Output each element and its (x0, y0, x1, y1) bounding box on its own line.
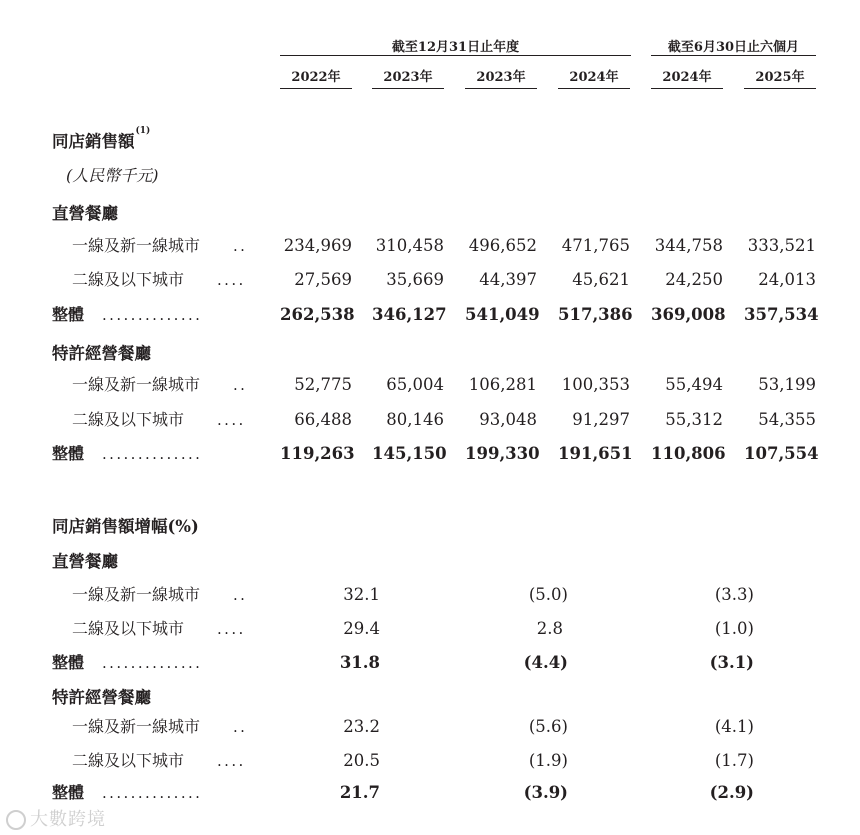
table-cell: 20.5 (343, 751, 380, 770)
table-cell: 234,969 (283, 236, 352, 255)
leader-dots: .. (233, 237, 248, 255)
table-cell: 91,297 (572, 410, 630, 429)
table-row (0, 584, 860, 606)
row-label: 二線及以下城市 (72, 751, 185, 770)
table-cell: 541,049 (465, 305, 540, 324)
table-cell: 45,621 (572, 270, 630, 289)
table-row-total (0, 304, 860, 326)
table-cell: 496,652 (468, 236, 537, 255)
leader-dots: .............. (102, 784, 203, 802)
row-label: 二線及以下城市 (72, 619, 185, 638)
watermark-text: 大數跨境 (30, 809, 106, 830)
table-cell: 55,312 (665, 410, 723, 429)
year-header: 2024年 (569, 70, 619, 85)
section-title-sales-text: 同店銷售額 (52, 132, 135, 151)
leader-dots: .. (233, 718, 248, 736)
table-cell: 93,048 (479, 410, 537, 429)
leader-dots: .... (217, 271, 246, 289)
table-cell: 29.4 (343, 619, 380, 638)
table-cell: 119,263 (280, 444, 355, 463)
year-header: 2023年 (476, 70, 526, 85)
row-label: 整體 (52, 305, 85, 324)
table-cell: 23.2 (343, 717, 380, 736)
table-cell: (1.7) (714, 751, 754, 770)
table-row (0, 409, 860, 431)
header-group-fiscal-year: 截至12月31日止年度 (391, 40, 520, 55)
table-cell: 24,013 (758, 270, 816, 289)
table-cell: 344,758 (654, 236, 723, 255)
unit-label: (人民幣千元) (66, 166, 159, 185)
subsection-direct-sales: 直營餐廳 (52, 204, 118, 223)
table-cell: (3.9) (523, 783, 568, 802)
leader-dots: .... (217, 620, 246, 638)
table-cell: 110,806 (651, 444, 726, 463)
table-cell: 199,330 (465, 444, 540, 463)
year-header: 2023年 (383, 70, 433, 85)
table-cell: 52,775 (294, 375, 352, 394)
table-cell: 106,281 (468, 375, 537, 394)
table-cell: 24,250 (665, 270, 723, 289)
table-cell: (1.9) (528, 751, 568, 770)
brand-logo-icon (6, 810, 26, 830)
table-cell: (5.0) (528, 585, 568, 604)
table-cell: 55,494 (665, 375, 723, 394)
table-row (0, 269, 860, 291)
row-label: 整體 (52, 653, 85, 672)
year-header-rule (651, 88, 723, 89)
table-cell: 346,127 (372, 305, 447, 324)
table-row (0, 618, 860, 640)
header-group-six-months: 截至6月30日止六個月 (667, 40, 800, 55)
table-cell: (1.0) (714, 619, 754, 638)
year-header-rule (465, 88, 537, 89)
table-cell: 53,199 (758, 375, 816, 394)
table-cell: 44,397 (479, 270, 537, 289)
table-cell: 357,534 (744, 305, 819, 324)
row-label: 一線及新一線城市 (72, 236, 201, 255)
table-cell: 369,008 (651, 305, 726, 324)
year-header-rule (744, 88, 816, 89)
table-cell: (3.1) (709, 653, 754, 672)
footnote-marker: (1) (135, 126, 151, 136)
table-cell: 65,004 (386, 375, 444, 394)
table-cell: 107,554 (744, 444, 819, 463)
table-cell: 333,521 (747, 236, 816, 255)
table-cell: (4.4) (523, 653, 568, 672)
table-cell: 310,458 (375, 236, 444, 255)
subsection-direct-growth: 直營餐廳 (52, 552, 118, 571)
table-cell: 517,386 (558, 305, 633, 324)
table-row (0, 716, 860, 738)
year-header-rule (280, 88, 352, 89)
table-cell: 471,765 (561, 236, 630, 255)
table-cell: (5.6) (528, 717, 568, 736)
table-cell: 27,569 (294, 270, 352, 289)
subsection-franchise-sales: 特許經營餐廳 (52, 344, 151, 363)
year-header: 2025年 (755, 70, 805, 85)
leader-dots: .. (233, 586, 248, 604)
table-row (0, 235, 860, 257)
table-cell: (3.3) (714, 585, 754, 604)
row-label: 一線及新一線城市 (72, 717, 201, 736)
section-title-growth: 同店銷售額增幅(%) (52, 517, 199, 536)
table-row (0, 374, 860, 396)
watermark (6, 805, 106, 831)
year-header-rule (372, 88, 444, 89)
table-cell: 145,150 (372, 444, 447, 463)
subsection-franchise-growth: 特許經營餐廳 (52, 688, 151, 707)
table-row (0, 750, 860, 772)
leader-dots: .............. (102, 445, 203, 463)
table-cell: (4.1) (714, 717, 754, 736)
year-header-rule (558, 88, 630, 89)
row-label: 二線及以下城市 (72, 270, 185, 289)
table-row-total (0, 443, 860, 465)
table-cell: (2.9) (709, 783, 754, 802)
leader-dots: .............. (102, 306, 203, 324)
row-label: 整體 (52, 444, 85, 463)
table-row-total (0, 782, 860, 804)
header-group-fiscal-year-rule (280, 55, 631, 56)
table-cell: 32.1 (343, 585, 380, 604)
row-label: 整體 (52, 783, 85, 802)
table-cell: 262,538 (280, 305, 355, 324)
table-row-total (0, 652, 860, 674)
table-cell: 100,353 (561, 375, 630, 394)
leader-dots: .............. (102, 654, 203, 672)
row-label: 一線及新一線城市 (72, 375, 201, 394)
table-cell: 35,669 (386, 270, 444, 289)
leader-dots: .... (217, 752, 246, 770)
row-label: 二線及以下城市 (72, 410, 185, 429)
header-group-six-months-rule (651, 55, 816, 56)
table-cell: 2.8 (536, 619, 563, 638)
table-cell: 191,651 (558, 444, 633, 463)
leader-dots: .. (233, 376, 248, 394)
table-cell: 31.8 (339, 653, 380, 672)
year-header: 2024年 (662, 70, 712, 85)
row-label: 一線及新一線城市 (72, 585, 201, 604)
section-title-sales (52, 128, 150, 152)
leader-dots: .... (217, 411, 246, 429)
table-cell: 66,488 (294, 410, 352, 429)
table-cell: 21.7 (339, 783, 380, 802)
table-cell: 80,146 (386, 410, 444, 429)
table-cell: 54,355 (758, 410, 816, 429)
year-header: 2022年 (291, 70, 341, 85)
